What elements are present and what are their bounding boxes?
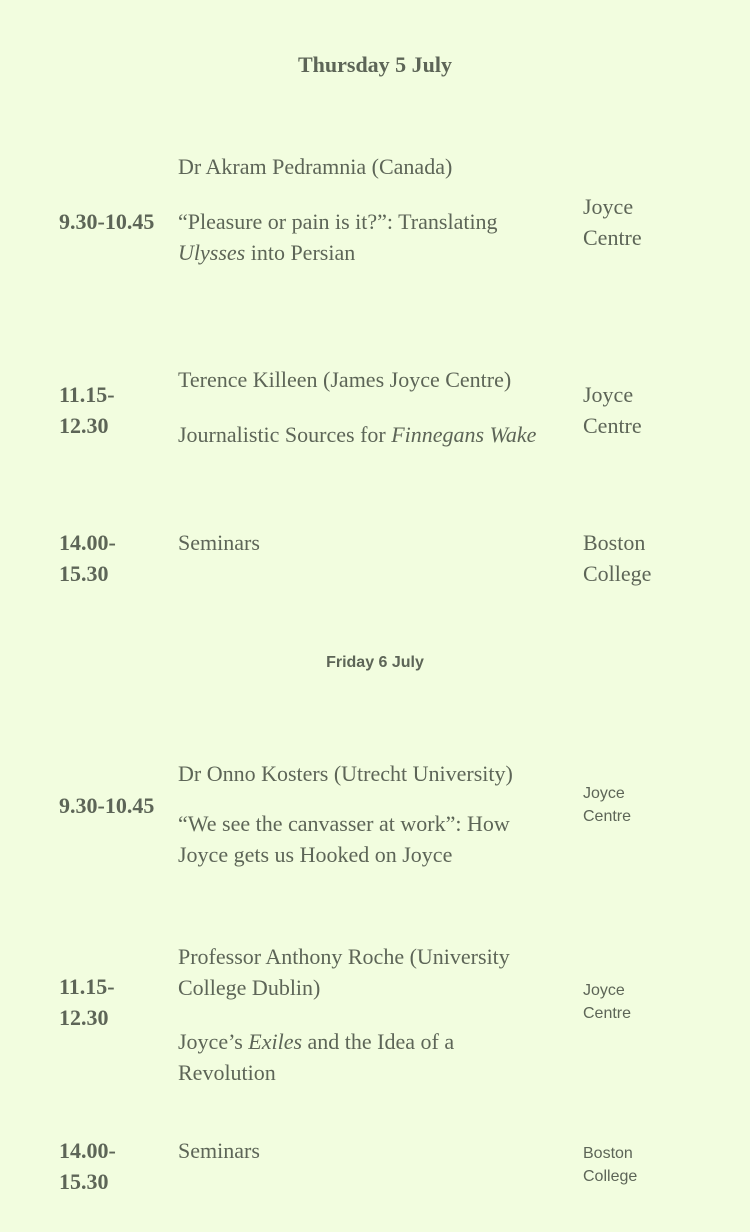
session-venue: Joyce Centre: [583, 194, 642, 250]
session-time: 11.15- 12.30: [59, 382, 115, 438]
session-time: 9.30-10.45: [59, 209, 155, 234]
session-talk-title: “Pleasure or pain is it?”: Translating Ulysses into Persian: [178, 209, 498, 265]
session-time: 14.00- 15.30: [59, 1138, 116, 1194]
session-speaker: Dr Onno Kosters (Utrecht University): [178, 761, 513, 786]
session-venue: Joyce Centre: [583, 382, 642, 438]
session-talk-title: Journalistic Sources for Finnegans Wake: [178, 422, 537, 447]
session-venue: Boston College: [583, 530, 652, 586]
session-time: 9.30-10.45: [59, 793, 155, 818]
session-speaker: Seminars: [178, 1138, 260, 1163]
session-time: 11.15- 12.30: [59, 974, 115, 1030]
session-speaker: Terence Killeen (James Joyce Centre): [178, 367, 512, 392]
session-speaker: Seminars: [178, 530, 260, 555]
session-venue: Joyce Centre: [583, 785, 632, 825]
day-heading-friday: Friday 6 July: [326, 654, 424, 671]
session-talk-title: “We see the canvasser at work”: How Joyce gets us Hooked on Joyce: [178, 811, 510, 867]
session-talk-title: Joyce’s Exiles and the Idea of a Revolution: [178, 1029, 455, 1085]
session-venue: Boston College: [583, 1145, 638, 1185]
session-speaker: Professor Anthony Roche (University College Dublin): [178, 944, 510, 1000]
day-heading-thursday: Thursday 5 July: [297, 52, 453, 77]
session-venue: Joyce Centre: [583, 982, 632, 1022]
session-speaker: Dr Akram Pedramnia (Canada): [178, 154, 453, 179]
session-time: 14.00- 15.30: [59, 530, 116, 586]
